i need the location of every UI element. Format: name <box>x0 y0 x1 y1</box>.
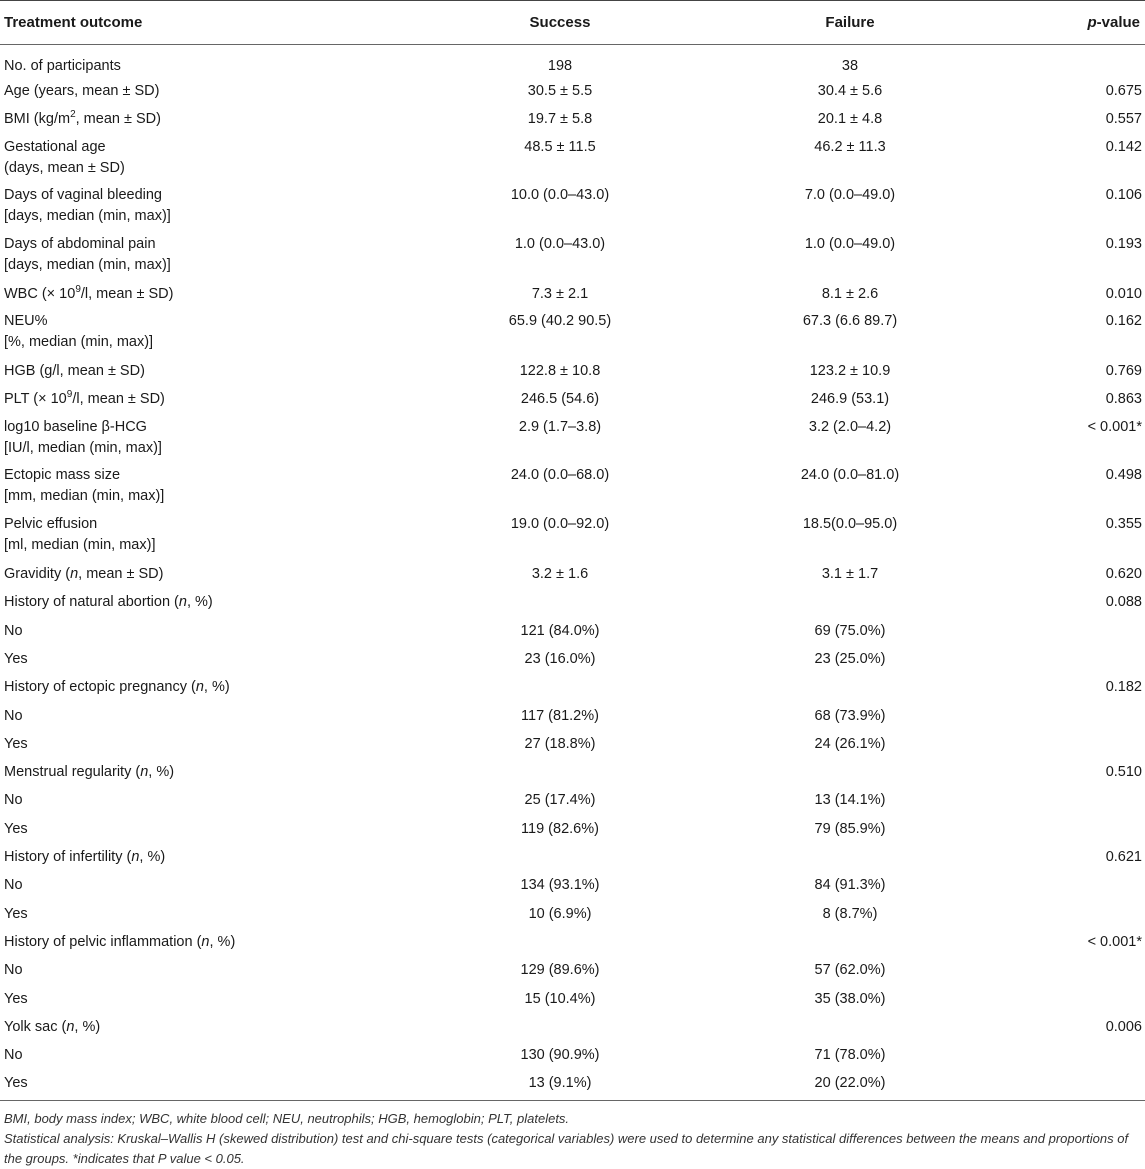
success-value: 134 (93.1%) <box>520 877 600 894</box>
row-label <box>0 359 400 387</box>
p-value <box>980 704 1145 732</box>
failure-value <box>720 590 980 618</box>
row-label <box>0 513 400 562</box>
row-label-text: Yes <box>4 1075 28 1092</box>
row-label-subtext: [days, median (min, max)] <box>4 257 171 274</box>
p-value: 0.182 <box>1105 679 1142 696</box>
row-label <box>0 310 400 359</box>
row-label <box>0 845 400 873</box>
success-value: 246.5 (54.6) <box>520 391 600 408</box>
row-label <box>0 873 400 901</box>
failure-value: 7.0 (0.0–49.0) <box>804 187 896 204</box>
row-label <box>0 590 400 618</box>
failure-value: 35 (38.0%) <box>814 990 886 1007</box>
p-value <box>980 902 1145 930</box>
success-value: 15 (10.4%) <box>524 990 596 1007</box>
row-label <box>0 732 400 760</box>
row-label-text: No <box>4 1047 23 1064</box>
row-label-subtext: [ml, median (min, max)] <box>4 537 156 554</box>
p-value <box>980 1043 1145 1071</box>
row-label <box>0 930 400 958</box>
header-treatment-outcome: Treatment outcome <box>0 1 400 45</box>
p-value: 0.621 <box>1105 849 1142 866</box>
row-label-text: Menstrual regularity ( <box>4 764 141 781</box>
row-label-text: Yes <box>4 650 28 667</box>
table-row <box>0 987 1145 1015</box>
table-row <box>0 136 1145 185</box>
p-value: 0.355 <box>1105 516 1142 533</box>
row-label-text: Yes <box>4 735 28 752</box>
success-value: 10 (6.9%) <box>528 905 592 922</box>
row-label-italic: n <box>178 594 187 611</box>
row-label-superscript: 9 <box>66 389 73 401</box>
failure-value <box>720 760 980 788</box>
row-label-text: Days of vaginal bleeding <box>4 187 162 204</box>
row-label-text-end: , %) <box>186 594 213 611</box>
p-value: 0.620 <box>1105 566 1142 583</box>
failure-value: 84 (91.3%) <box>814 877 886 894</box>
row-label-italic: n <box>140 764 149 781</box>
success-value <box>400 930 720 958</box>
table-row <box>0 732 1145 760</box>
table-row <box>0 513 1145 562</box>
row-label <box>0 45 400 80</box>
table-row <box>0 107 1145 135</box>
row-label-text-end: , %) <box>203 679 230 696</box>
row-label <box>0 958 400 986</box>
row-label <box>0 233 400 282</box>
p-value: 0.863 <box>1105 391 1142 408</box>
row-label-text: No <box>4 962 23 979</box>
row-label-text: Pelvic effusion <box>4 516 98 533</box>
success-value: 121 (84.0%) <box>520 622 600 639</box>
table-row <box>0 184 1145 233</box>
failure-value: 20 (22.0%) <box>720 1071 980 1100</box>
failure-value: 23 (25.0%) <box>814 650 886 667</box>
failure-value: 67.3 (6.6 89.7) <box>802 313 898 330</box>
table-row <box>0 930 1145 958</box>
table-row <box>0 619 1145 647</box>
p-value: 0.769 <box>1105 363 1142 380</box>
success-value: 130 (90.9%) <box>520 1047 600 1064</box>
p-value: 0.006 <box>1105 1018 1142 1035</box>
failure-value: 246.9 (53.1) <box>810 391 890 408</box>
row-label <box>0 760 400 788</box>
row-label <box>0 675 400 703</box>
failure-value: 13 (14.1%) <box>814 792 886 809</box>
success-value <box>400 1015 720 1043</box>
failure-value: 18.5(0.0–95.0) <box>802 516 898 533</box>
p-value: 0.675 <box>1105 83 1142 99</box>
row-label-text: Gestational age <box>4 138 106 155</box>
row-label-subtext: [IU/l, median (min, max)] <box>4 439 162 456</box>
row-label-text-end: , %) <box>74 1018 101 1035</box>
success-value: 48.5 ± 11.5 <box>524 138 596 155</box>
row-label <box>0 704 400 732</box>
success-value: 119 (82.6%) <box>521 820 599 837</box>
row-label <box>0 562 400 590</box>
header-failure: Failure <box>720 1 980 45</box>
row-label-text: No <box>4 877 23 894</box>
row-label-text: NEU% <box>4 313 48 330</box>
success-value: 7.3 ± 2.1 <box>531 285 589 302</box>
table-row <box>0 1043 1145 1071</box>
success-value: 23 (16.0%) <box>524 650 596 667</box>
success-value: 1.0 (0.0–43.0) <box>514 236 606 253</box>
row-label <box>0 1015 400 1043</box>
row-label-superscript: 2 <box>70 109 76 121</box>
failure-value: 24 (26.1%) <box>814 735 886 752</box>
p-value <box>980 647 1145 675</box>
table-row <box>0 704 1145 732</box>
p-value <box>980 873 1145 901</box>
failure-value <box>720 675 980 703</box>
failure-value: 3.2 (2.0–4.2) <box>808 418 892 435</box>
p-value <box>980 1071 1145 1100</box>
row-label-subtext: [days, median (min, max)] <box>4 208 171 225</box>
table-row <box>0 416 1145 465</box>
row-label <box>0 788 400 816</box>
row-label-italic: n <box>195 679 204 696</box>
failure-value: 20.1 ± 4.8 <box>817 111 883 128</box>
row-label-text: BMI (kg/m <box>4 111 71 128</box>
success-value: 117 (81.2%) <box>521 707 599 724</box>
p-value: 0.498 <box>1105 467 1142 484</box>
p-value: < 0.001* <box>1087 933 1142 950</box>
row-label-subtext: (days, mean ± SD) <box>4 159 125 176</box>
header-p-rest: -value <box>1096 14 1140 31</box>
row-label <box>0 79 400 107</box>
row-label <box>0 1043 400 1071</box>
row-label-subtext: [mm, median (min, max)] <box>4 488 165 505</box>
p-value: 0.193 <box>1105 236 1142 253</box>
success-value: 198 <box>547 58 573 74</box>
row-label <box>0 107 400 135</box>
header-p-italic: p <box>1087 14 1097 31</box>
row-label-text: WBC (× 10 <box>4 285 76 302</box>
success-value: 27 (18.8%) <box>524 735 596 752</box>
row-label-text: Yes <box>4 820 28 837</box>
p-value: 0.142 <box>1105 138 1142 155</box>
table-row <box>0 647 1145 675</box>
p-value: 0.010 <box>1105 285 1142 302</box>
row-label-text-end: , mean ± SD) <box>75 111 161 128</box>
header-success: Success <box>400 1 720 45</box>
table-row <box>0 902 1145 930</box>
row-label-text: PLT (× 10 <box>4 391 67 408</box>
p-value <box>980 619 1145 647</box>
p-value <box>980 732 1145 760</box>
p-value: 0.557 <box>1105 111 1142 128</box>
table-body <box>0 45 1145 1101</box>
failure-value: 123.2 ± 10.9 <box>809 363 891 380</box>
success-value: 122.8 ± 10.8 <box>519 363 601 380</box>
row-label-subtext: [%, median (min, max)] <box>4 334 154 351</box>
failure-value: 46.2 ± 11.3 <box>814 138 886 155</box>
footnote-abbreviations: BMI, body mass index; WBC, white blood cell; NEU, neutrophils; HGB, hemoglobin; PLT, platelets. <box>4 1110 570 1126</box>
row-label <box>0 464 400 513</box>
row-label <box>0 416 400 465</box>
failure-value: 24.0 (0.0–81.0) <box>800 467 900 484</box>
row-label-text: No <box>4 792 23 809</box>
failure-value: 30.4 ± 5.6 <box>817 83 883 99</box>
success-value: 10.0 (0.0–43.0) <box>510 187 610 204</box>
p-value <box>980 958 1145 986</box>
success-value: 3.2 ± 1.6 <box>531 566 589 583</box>
failure-value: 8.1 ± 2.6 <box>821 285 879 302</box>
p-value <box>980 817 1145 845</box>
row-label-text-end: , %) <box>139 849 166 866</box>
failure-value: 1.0 (0.0–49.0) <box>804 236 896 253</box>
row-label-text: History of ectopic pregnancy ( <box>4 679 196 696</box>
table-row <box>0 873 1145 901</box>
row-label-text: No. of participants <box>4 58 121 74</box>
table-row <box>0 1071 1145 1100</box>
failure-value: 79 (85.9%) <box>814 820 886 837</box>
table-row <box>0 817 1145 845</box>
row-label-text: Gravidity ( <box>4 566 71 583</box>
row-label <box>0 136 400 185</box>
p-value <box>980 987 1145 1015</box>
p-value: 0.510 <box>1105 764 1142 781</box>
row-label-text: No <box>4 707 23 724</box>
success-value: 65.9 (40.2 90.5) <box>508 313 612 330</box>
p-value: 0.162 <box>1105 313 1142 330</box>
row-label-text: Yolk sac ( <box>4 1018 67 1035</box>
row-label-text: Yes <box>4 905 28 922</box>
row-label-text: History of pelvic inflammation ( <box>4 933 202 950</box>
failure-value: 69 (75.0%) <box>814 622 886 639</box>
failure-value: 3.1 ± 1.7 <box>821 566 879 583</box>
success-value: 2.9 (1.7–3.8) <box>518 418 602 435</box>
table-row <box>0 310 1145 359</box>
row-label-text-end: /l, mean ± SD) <box>80 285 174 302</box>
table-row <box>0 958 1145 986</box>
table-header-row <box>0 1 1145 45</box>
row-label-text: HGB (g/l, mean ± SD) <box>4 363 145 380</box>
success-value <box>400 760 720 788</box>
row-label-text: History of infertility ( <box>4 849 132 866</box>
failure-value: 71 (78.0%) <box>814 1047 886 1064</box>
success-value <box>400 675 720 703</box>
p-value: < 0.001* <box>1087 418 1142 435</box>
table-row <box>0 760 1145 788</box>
row-label-text: Yes <box>4 990 28 1007</box>
row-label <box>0 184 400 233</box>
row-label <box>0 817 400 845</box>
row-label-text: log10 baseline β-HCG <box>4 418 147 435</box>
row-label <box>0 387 400 415</box>
row-label <box>0 282 400 310</box>
table-row <box>0 1015 1145 1043</box>
row-label <box>0 902 400 930</box>
success-value: 13 (9.1%) <box>400 1071 720 1100</box>
row-label-superscript: 9 <box>75 284 81 296</box>
table-row <box>0 359 1145 387</box>
row-label <box>0 1071 400 1100</box>
table-row <box>0 464 1145 513</box>
success-value <box>400 845 720 873</box>
row-label-italic: n <box>131 849 140 866</box>
row-label-italic: n <box>66 1018 75 1035</box>
table-row <box>0 788 1145 816</box>
row-label <box>0 987 400 1015</box>
success-value <box>400 590 720 618</box>
row-label-italic: n <box>70 566 79 583</box>
failure-value: 8 (8.7%) <box>822 905 878 922</box>
success-value: 30.5 ± 5.5 <box>527 83 593 99</box>
table-row <box>0 233 1145 282</box>
row-label-text: No <box>4 622 23 639</box>
success-value: 25 (17.4%) <box>524 792 596 809</box>
table-row <box>0 590 1145 618</box>
failure-value <box>720 1015 980 1043</box>
header-p-value <box>980 1 1145 45</box>
success-value: 19.7 ± 5.8 <box>527 111 593 128</box>
p-value <box>980 788 1145 816</box>
failure-value: 57 (62.0%) <box>814 962 886 979</box>
success-value: 24.0 (0.0–68.0) <box>510 467 610 484</box>
table-row <box>0 282 1145 310</box>
row-label-text-end: , %) <box>209 933 236 950</box>
table-row <box>0 45 1145 80</box>
failure-value <box>720 930 980 958</box>
row-label-text: Ectopic mass size <box>4 467 121 484</box>
failure-value: 68 (73.9%) <box>814 707 886 724</box>
table-row <box>0 675 1145 703</box>
row-label-text: Age (years, mean ± SD) <box>4 83 160 99</box>
table-row <box>0 387 1145 415</box>
row-label <box>0 619 400 647</box>
success-value: 19.0 (0.0–92.0) <box>510 516 610 533</box>
footnote-statistical-analysis: Statistical analysis: Kruskal–Wallis H (skewed distribution) test and chi-square tests (categorical variables) were used to determine any statistical differences between the means and proportions of the groups. *indicates that P value < 0.05. <box>4 1130 1129 1166</box>
p-value <box>980 45 1145 80</box>
row-label-text-end: , mean ± SD) <box>78 566 164 583</box>
row-label-text: History of natural abortion ( <box>4 594 179 611</box>
success-value: 129 (89.6%) <box>520 962 600 979</box>
failure-value: 38 <box>841 58 859 74</box>
row-label-italic: n <box>201 933 210 950</box>
row-label-text-end: , %) <box>148 764 175 781</box>
table-row <box>0 845 1145 873</box>
table-row <box>0 79 1145 107</box>
table-row <box>0 562 1145 590</box>
row-label <box>0 647 400 675</box>
p-value: 0.088 <box>1105 594 1142 611</box>
row-label-text: Days of abdominal pain <box>4 236 156 253</box>
p-value: 0.106 <box>1105 187 1142 204</box>
row-label-text-end: /l, mean ± SD) <box>72 391 165 408</box>
failure-value <box>720 845 980 873</box>
